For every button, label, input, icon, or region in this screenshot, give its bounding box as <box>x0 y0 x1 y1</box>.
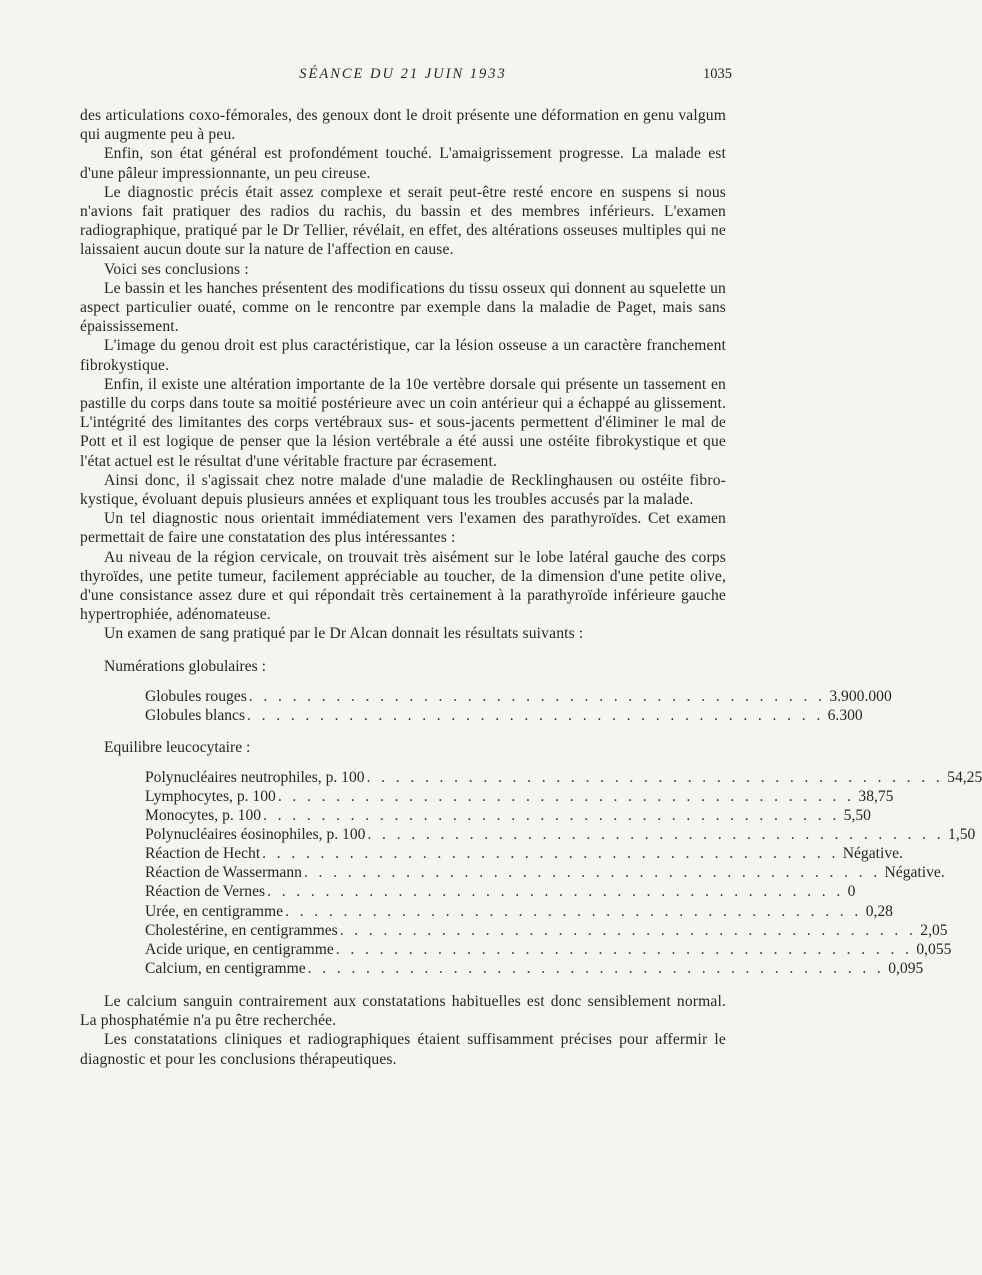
table-row <box>145 902 893 921</box>
row-value: Négative. <box>884 864 945 882</box>
paragraph: Un examen de sang pratiqué par le Dr Alcan donnait les résultats suivants : <box>104 625 584 643</box>
equilibre-heading: Equilibre leucocytaire : <box>104 738 251 756</box>
table-row <box>145 844 903 863</box>
table-row <box>145 921 948 940</box>
numerations-table <box>145 687 892 725</box>
paragraph: Ainsi donc, il s'agissait chez notre malade d'une maladie de Recklinghausen ou ostéite fibro-kystique, évoluant depuis plusieurs années et expliquant tous les troubles accusés par la malade. <box>80 471 726 509</box>
row-label: Réaction de Wassermann <box>145 864 302 882</box>
table-row <box>145 940 952 959</box>
leader-dots: . . . . . . . . . . . . . . . . . . . . . . . . . . . . . . . . . . . . . . . . <box>307 959 885 977</box>
row-value: 0,055 <box>916 940 952 958</box>
header-title: SÉANCE DU 21 JUIN 1933 <box>299 66 507 82</box>
table-row <box>145 687 892 706</box>
row-value: 6.300 <box>827 706 863 724</box>
leader-dots: . . . . . . . . . . . . . . . . . . . . . . . . . . . . . . . . . . . . . . . . <box>303 864 881 882</box>
row-label: Réaction de Vernes <box>145 883 266 901</box>
leader-dots: . . . . . . . . . . . . . . . . . . . . . . . . . . . . . . . . . . . . . . . . <box>247 706 824 724</box>
row-label: Acide urique, en centigramme <box>145 940 334 958</box>
leader-dots: . . . . . . . . . . . . . . . . . . . . . . . . . . . . . . . . . . . . . . . . <box>262 845 839 863</box>
row-label: Globules blancs <box>145 706 246 724</box>
row-label: Polynucléaires éosinophiles, p. 100 <box>145 826 366 844</box>
leader-dots: . . . . . . . . . . . . . . . . . . . . . . . . . . . . . . . . . . . . . . . . <box>263 807 840 825</box>
numerations-heading: Numérations globulaires : <box>104 657 266 675</box>
row-label: Lymphocytes, p. 100 <box>145 787 276 805</box>
table-row <box>145 863 945 882</box>
table-row <box>145 787 894 806</box>
row-label: Urée, en centigramme <box>145 902 284 920</box>
document-page <box>80 64 982 1069</box>
row-label: Calcium, en centigramme <box>145 959 306 977</box>
row-value: 0,28 <box>865 902 893 920</box>
paragraph: Un tel diagnostic nous orientait immédiatement vers l'examen des parathyroïdes. Cet examen permettait de faire une constatation des plus intéressantes : <box>80 510 726 547</box>
row-label: Cholestérine, en centigrammes <box>145 921 338 939</box>
paragraph: L'image du genou droit est plus caractéristique, car la lésion osseuse a un caractère franchement fibrokystique. <box>80 337 726 374</box>
row-value: 0,095 <box>888 959 924 977</box>
paragraph: Enfin, il existe une altération importante de la 10e vertèbre dorsale qui présente un tassement en pastille du corps dans toute sa moitié postérieure avec un coin antérieur qui a échappé au glissement. L'intégrité des limitantes des corps vertébraux sus- et sous-jacents permettent d'éliminer le mal de Pott et il est logique de penser que la lésion vertébrale a été aussi une ostéite fibrokystique et que l'état actuel est le résultat d'une véritable fracture par écrasement. <box>80 375 726 470</box>
paragraph: Le diagnostic précis était assez complexe et serait peut-être resté encore en suspens si nous n'avions fait pratiquer des radios du rachis, du bassin et des membres inférieurs. L'examen radiographique, pratiqué par le Dr Tellier, révélait, en effet, des altérations osseuses multiples qui ne laissaient aucun doute sur la nature de l'affection en cause. <box>80 183 726 259</box>
leader-dots: . . . . . . . . . . . . . . . . . . . . . . . . . . . . . . . . . . . . . . . . <box>277 787 855 805</box>
paragraph: Au niveau de la région cervicale, on trouvait très aisément sur le lobe latéral gauche des corps thyroïdes, une petite tumeur, facilement appréciable au toucher, de la dimension d'une petite olive, d'une consistance assez dure et qui répondait très certainement à la parathyroïde inférieure gauche hypertrophiée, adénomateuse. <box>80 548 726 624</box>
leader-dots: . . . . . . . . . . . . . . . . . . . . . . . . . . . . . . . . . . . . . . . . <box>267 883 844 901</box>
equilibre-table <box>145 768 982 978</box>
leader-dots: . . . . . . . . . . . . . . . . . . . . . . . . . . . . . . . . . . . . . . . . <box>285 902 862 920</box>
row-value: 0 <box>847 883 856 901</box>
row-value: 1,50 <box>948 826 976 844</box>
row-value: 38,75 <box>858 787 894 805</box>
leader-dots: . . . . . . . . . . . . . . . . . . . . . . . . . . . . . . . . . . . . . . . . <box>335 940 913 958</box>
leader-dots: . . . . . . . . . . . . . . . . . . . . . . . . . . . . . . . . . . . . . . . . <box>367 826 945 844</box>
paragraph: Enfin, son état général est profondément touché. L'amaigrissement progresse. La malade est d'une pâleur impressionnante, un peu cireuse. <box>80 145 726 182</box>
leader-dots: . . . . . . . . . . . . . . . . . . . . . . . . . . . . . . . . . . . . . . . . <box>248 687 826 705</box>
table-row <box>145 825 976 844</box>
leader-dots: . . . . . . . . . . . . . . . . . . . . . . . . . . . . . . . . . . . . . . . . <box>339 921 917 939</box>
row-label: Monocytes, p. 100 <box>145 807 262 825</box>
paragraph: Les constatations cliniques et radiographiques étaient suffisamment précises pour affermir le diagnostic et pour les conclusions thérapeutiques. <box>80 1031 726 1068</box>
row-value: 3.900.000 <box>829 687 892 705</box>
row-value: Négative. <box>842 845 903 863</box>
row-label: Polynucléaires neutrophiles, p. 100 <box>145 768 365 786</box>
closing-section <box>80 992 726 1069</box>
row-label: Réaction de Hecht <box>145 845 261 863</box>
row-value: 5,50 <box>843 807 871 825</box>
row-value: 54,25 <box>947 768 982 786</box>
paragraph: Le calcium sanguin contrairement aux constatations habituelles est donc sensiblement normal. La phosphatémie n'a pu être recherchée. <box>80 992 726 1030</box>
page-number: 1035 <box>703 66 732 82</box>
running-header <box>80 64 732 86</box>
row-label: Globules rouges <box>145 687 247 705</box>
paragraph: des articulations coxo-fémorales, des genoux dont le droit présente une déformation en genu valgum qui augmente peu à peu. <box>80 107 726 144</box>
table-row <box>145 806 871 825</box>
paragraph: Le bassin et les hanches présentent des modifications du tissu osseux qui donnent au squelette un aspect particulier ouaté, comme on le rencontre par exemple dans la maladie de Paget, mais sans épaississement. <box>80 279 726 336</box>
table-row <box>145 882 856 901</box>
table-row <box>145 768 982 787</box>
table-row <box>145 706 863 725</box>
paragraph: Voici ses conclusions : <box>104 260 249 278</box>
leader-dots: . . . . . . . . . . . . . . . . . . . . . . . . . . . . . . . . . . . . . . . . <box>366 768 944 786</box>
table-row <box>145 959 924 978</box>
row-value: 2,05 <box>920 921 948 939</box>
